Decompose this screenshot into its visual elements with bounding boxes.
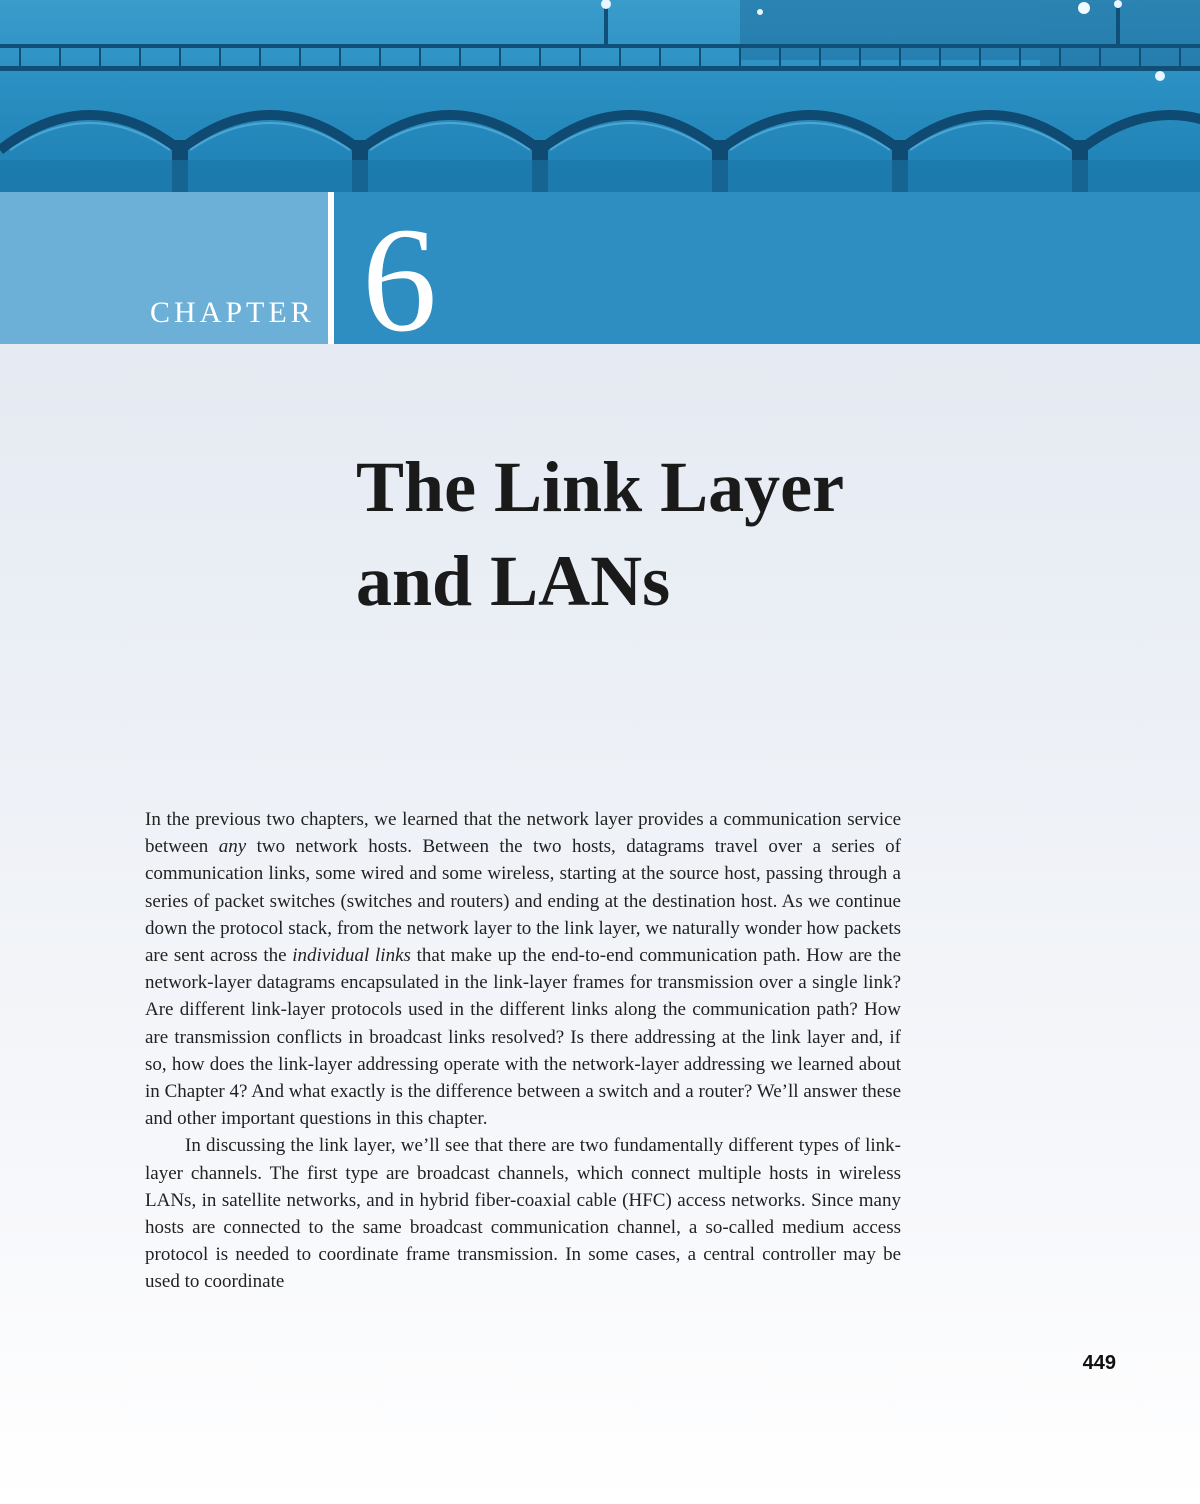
paragraph-1-part-3: that make up the end-to-end communication path. How are the network-layer datagrams encapsulated in the link-layer frames for transmission over a single link? Are different link-layer protocols used in the different links along the communication path? How are transmission conflicts in broadcast links resolved? Is there addressing at the link layer and, if so, how does the link-layer addressing operate with the network-layer addressing we learned about in Chapter 4? And what exactly is the difference between a switch and a router? We’ll answer these and other important questions in this chapter. bbox=[145, 945, 902, 1130]
paragraph-1 bbox=[145, 806, 901, 1132]
chapter-title-line-2: and LANs bbox=[356, 541, 671, 621]
emphasis-any: any bbox=[218, 836, 247, 858]
paragraph-1-part-1: In the previous two chapters, we learned that the network layer provides a communication service between bbox=[145, 809, 901, 858]
chapter-label: CHAPTER bbox=[150, 296, 315, 329]
emphasis-individual-links: individual links bbox=[292, 945, 411, 967]
chapter-title-line-1: The Link Layer bbox=[356, 447, 845, 527]
chapter-divider bbox=[328, 192, 334, 344]
bridge-illustration bbox=[0, 0, 1200, 192]
page-number: 449 bbox=[1082, 1352, 1116, 1374]
header-bridge-photo bbox=[0, 0, 1200, 192]
body-text bbox=[145, 806, 901, 1296]
chapter-title bbox=[356, 440, 1056, 628]
chapter-number: 6 bbox=[362, 197, 437, 363]
paragraph-1-part-2: two network hosts. Between the two hosts, datagrams travel over a series of communication links, some wired and some wireless, starting at the source host, passing through a series of packet switches (switches and routers) and ending at the destination host. As we continue down the protocol stack, from the network layer to the link layer, we naturally wonder how packets are sent across the bbox=[145, 836, 901, 967]
paragraph-2: In discussing the link layer, we’ll see that there are two fundamentally different types of link-layer channels. The first type are broadcast channels, which connect multiple hosts in wireless LANs, in satellite networks, and in hybrid fiber-coaxial cable (HFC) access networks. Since many hosts are connected to the same broadcast communication channel, a so-called medium access protocol is needed to coordinate frame transmission. In some cases, a central controller may be used to coordinate bbox=[145, 1135, 901, 1293]
